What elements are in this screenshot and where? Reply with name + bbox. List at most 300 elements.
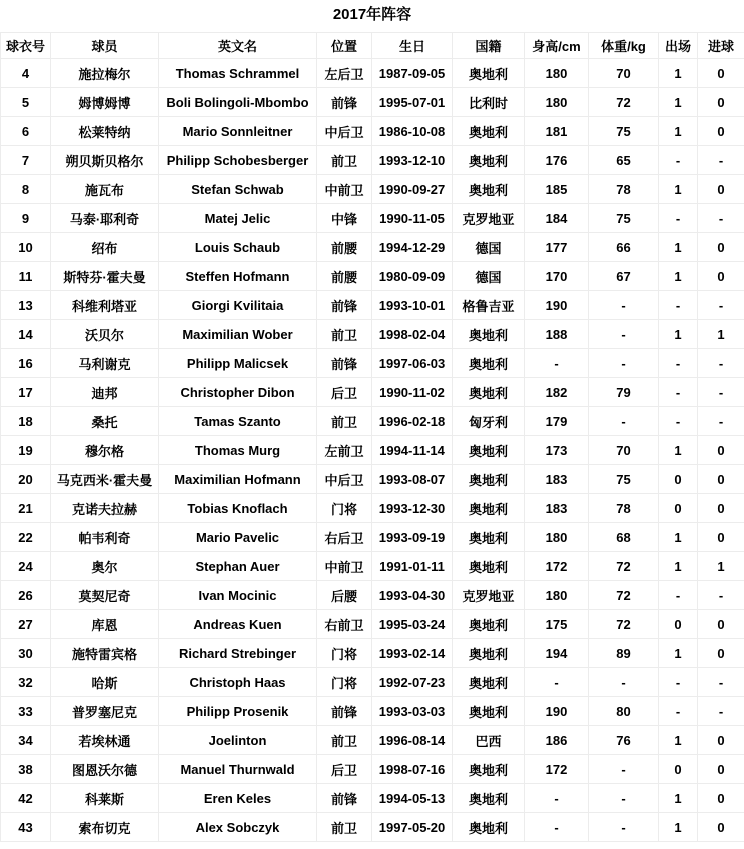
cell-player-name: 科维利塔亚 — [51, 291, 159, 320]
table-row — [1, 726, 744, 755]
cell-position: 前卫 — [317, 320, 372, 349]
cell-english-name: Thomas Murg — [159, 436, 317, 465]
cell-birthday: 1995-07-01 — [372, 88, 453, 117]
cell-appearances: 1 — [659, 233, 698, 262]
cell-height: 186 — [525, 726, 589, 755]
cell-jersey-number: 6 — [1, 117, 51, 146]
cell-birthday: 1997-05-20 — [372, 813, 453, 842]
cell-goals: - — [698, 668, 744, 697]
cell-appearances: 1 — [659, 262, 698, 291]
cell-player-name: 图恩沃尔德 — [51, 755, 159, 784]
page-title: 2017年阵容 — [332, 6, 412, 23]
cell-nationality: 奥地利 — [453, 494, 525, 523]
table-row — [1, 146, 744, 175]
cell-appearances: 1 — [659, 639, 698, 668]
cell-english-name: Christopher Dibon — [159, 378, 317, 407]
cell-player-name: 科莱斯 — [51, 784, 159, 813]
cell-jersey-number: 22 — [1, 523, 51, 552]
cell-birthday: 1993-09-19 — [372, 523, 453, 552]
cell-jersey-number: 4 — [1, 59, 51, 88]
cell-appearances: - — [659, 378, 698, 407]
cell-nationality: 奥地利 — [453, 436, 525, 465]
cell-jersey-number: 27 — [1, 610, 51, 639]
cell-weight: 75 — [589, 117, 659, 146]
cell-birthday: 1996-08-14 — [372, 726, 453, 755]
roster-table-body — [1, 59, 744, 842]
cell-goals: - — [698, 349, 744, 378]
cell-birthday: 1998-07-16 — [372, 755, 453, 784]
cell-goals: 0 — [698, 784, 744, 813]
cell-english-name: Mario Sonnleitner — [159, 117, 317, 146]
cell-goals: - — [698, 581, 744, 610]
table-row — [1, 117, 744, 146]
cell-weight: 65 — [589, 146, 659, 175]
cell-birthday: 1994-11-14 — [372, 436, 453, 465]
cell-goals: - — [698, 697, 744, 726]
cell-player-name: 朔贝斯贝格尔 — [51, 146, 159, 175]
column-header-player-name: 球员 — [51, 33, 159, 59]
cell-weight: 70 — [589, 436, 659, 465]
cell-appearances: - — [659, 697, 698, 726]
cell-weight: 80 — [589, 697, 659, 726]
cell-goals: 0 — [698, 610, 744, 639]
table-row — [1, 581, 744, 610]
cell-jersey-number: 13 — [1, 291, 51, 320]
cell-goals: 0 — [698, 117, 744, 146]
cell-player-name: 松莱特纳 — [51, 117, 159, 146]
cell-position: 门将 — [317, 494, 372, 523]
cell-height: 179 — [525, 407, 589, 436]
cell-position: 后卫 — [317, 378, 372, 407]
cell-height: 182 — [525, 378, 589, 407]
cell-weight: 72 — [589, 552, 659, 581]
cell-nationality: 奥地利 — [453, 610, 525, 639]
cell-goals: - — [698, 204, 744, 233]
cell-height: 183 — [525, 465, 589, 494]
cell-position: 前卫 — [317, 146, 372, 175]
cell-height: 190 — [525, 291, 589, 320]
cell-position: 门将 — [317, 668, 372, 697]
cell-player-name: 奥尔 — [51, 552, 159, 581]
table-row — [1, 320, 744, 349]
cell-weight: 72 — [589, 610, 659, 639]
cell-english-name: Thomas Schrammel — [159, 59, 317, 88]
cell-player-name: 施瓦布 — [51, 175, 159, 204]
cell-jersey-number: 33 — [1, 697, 51, 726]
cell-nationality: 奥地利 — [453, 59, 525, 88]
cell-goals: 0 — [698, 59, 744, 88]
cell-position: 右后卫 — [317, 523, 372, 552]
column-header-weight: 体重/kg — [589, 33, 659, 59]
cell-english-name: Tobias Knoflach — [159, 494, 317, 523]
cell-appearances: - — [659, 668, 698, 697]
cell-birthday: 1987-09-05 — [372, 59, 453, 88]
cell-weight: 72 — [589, 581, 659, 610]
cell-player-name: 若埃林通 — [51, 726, 159, 755]
cell-player-name: 施拉梅尔 — [51, 59, 159, 88]
cell-goals: 0 — [698, 175, 744, 204]
table-row — [1, 59, 744, 88]
cell-height: 176 — [525, 146, 589, 175]
cell-weight: 68 — [589, 523, 659, 552]
cell-player-name: 克诺夫拉赫 — [51, 494, 159, 523]
roster-table — [0, 32, 744, 842]
cell-jersey-number: 38 — [1, 755, 51, 784]
cell-birthday: 1993-08-07 — [372, 465, 453, 494]
cell-birthday: 1990-09-27 — [372, 175, 453, 204]
cell-goals: - — [698, 378, 744, 407]
cell-birthday: 1994-12-29 — [372, 233, 453, 262]
cell-height: 180 — [525, 523, 589, 552]
cell-appearances: 0 — [659, 465, 698, 494]
cell-goals: 1 — [698, 552, 744, 581]
cell-birthday: 1986-10-08 — [372, 117, 453, 146]
cell-position: 门将 — [317, 639, 372, 668]
cell-birthday: 1993-03-03 — [372, 697, 453, 726]
cell-appearances: 1 — [659, 726, 698, 755]
cell-weight: 79 — [589, 378, 659, 407]
cell-appearances: 0 — [659, 494, 698, 523]
table-row — [1, 494, 744, 523]
cell-weight: - — [589, 349, 659, 378]
cell-height: - — [525, 784, 589, 813]
cell-appearances: 1 — [659, 59, 698, 88]
cell-player-name: 马克西米·霍夫曼 — [51, 465, 159, 494]
cell-weight: 67 — [589, 262, 659, 291]
cell-appearances: 1 — [659, 784, 698, 813]
cell-player-name: 绍布 — [51, 233, 159, 262]
cell-position: 前锋 — [317, 88, 372, 117]
cell-english-name: Boli Bolingoli-Mbombo — [159, 88, 317, 117]
cell-nationality: 奥地利 — [453, 552, 525, 581]
cell-height: 173 — [525, 436, 589, 465]
cell-player-name: 桑托 — [51, 407, 159, 436]
cell-position: 中后卫 — [317, 465, 372, 494]
cell-english-name: Steffen Hofmann — [159, 262, 317, 291]
cell-height: 177 — [525, 233, 589, 262]
table-row — [1, 610, 744, 639]
cell-jersey-number: 43 — [1, 813, 51, 842]
cell-weight: 72 — [589, 88, 659, 117]
cell-height: 188 — [525, 320, 589, 349]
cell-nationality: 奥地利 — [453, 465, 525, 494]
cell-nationality: 奥地利 — [453, 378, 525, 407]
cell-position: 前卫 — [317, 407, 372, 436]
cell-weight: - — [589, 407, 659, 436]
cell-english-name: Mario Pavelic — [159, 523, 317, 552]
cell-english-name: Manuel Thurnwald — [159, 755, 317, 784]
cell-weight: 76 — [589, 726, 659, 755]
cell-appearances: 1 — [659, 88, 698, 117]
cell-english-name: Philipp Prosenik — [159, 697, 317, 726]
cell-appearances: - — [659, 349, 698, 378]
cell-weight: - — [589, 813, 659, 842]
cell-goals: 0 — [698, 88, 744, 117]
cell-appearances: 1 — [659, 175, 698, 204]
cell-weight: 75 — [589, 204, 659, 233]
cell-jersey-number: 26 — [1, 581, 51, 610]
table-row — [1, 784, 744, 813]
cell-weight: - — [589, 291, 659, 320]
cell-jersey-number: 11 — [1, 262, 51, 291]
cell-nationality: 奥地利 — [453, 523, 525, 552]
cell-player-name: 沃贝尔 — [51, 320, 159, 349]
cell-jersey-number: 24 — [1, 552, 51, 581]
cell-jersey-number: 8 — [1, 175, 51, 204]
cell-goals: 0 — [698, 813, 744, 842]
cell-position: 前卫 — [317, 726, 372, 755]
cell-position: 左后卫 — [317, 59, 372, 88]
cell-weight: 78 — [589, 175, 659, 204]
cell-goals: 0 — [698, 233, 744, 262]
table-row — [1, 262, 744, 291]
cell-nationality: 匈牙利 — [453, 407, 525, 436]
cell-position: 前锋 — [317, 697, 372, 726]
cell-height: 184 — [525, 204, 589, 233]
cell-position: 后腰 — [317, 581, 372, 610]
cell-nationality: 奥地利 — [453, 668, 525, 697]
cell-weight: - — [589, 320, 659, 349]
cell-height: 180 — [525, 59, 589, 88]
cell-height: 172 — [525, 755, 589, 784]
cell-appearances: - — [659, 581, 698, 610]
cell-english-name: Christoph Haas — [159, 668, 317, 697]
cell-weight: - — [589, 755, 659, 784]
cell-nationality: 奥地利 — [453, 784, 525, 813]
table-row — [1, 639, 744, 668]
cell-english-name: Philipp Schobesberger — [159, 146, 317, 175]
cell-height: 175 — [525, 610, 589, 639]
cell-appearances: - — [659, 291, 698, 320]
table-row — [1, 668, 744, 697]
cell-appearances: - — [659, 204, 698, 233]
cell-height: - — [525, 349, 589, 378]
cell-weight: 75 — [589, 465, 659, 494]
cell-position: 前锋 — [317, 784, 372, 813]
cell-jersey-number: 34 — [1, 726, 51, 755]
column-header-goals: 进球 — [698, 33, 744, 59]
cell-position: 前卫 — [317, 813, 372, 842]
cell-goals: 0 — [698, 523, 744, 552]
cell-english-name: Joelinton — [159, 726, 317, 755]
cell-birthday: 1990-11-05 — [372, 204, 453, 233]
cell-height: 181 — [525, 117, 589, 146]
column-header-nationality: 国籍 — [453, 33, 525, 59]
cell-player-name: 哈斯 — [51, 668, 159, 697]
cell-jersey-number: 17 — [1, 378, 51, 407]
cell-position: 前腰 — [317, 233, 372, 262]
cell-position: 中后卫 — [317, 117, 372, 146]
column-header-english-name: 英文名 — [159, 33, 317, 59]
cell-nationality: 格鲁吉亚 — [453, 291, 525, 320]
cell-position: 前锋 — [317, 349, 372, 378]
cell-position: 中前卫 — [317, 552, 372, 581]
cell-player-name: 索布切克 — [51, 813, 159, 842]
cell-height: - — [525, 668, 589, 697]
cell-english-name: Alex Sobczyk — [159, 813, 317, 842]
cell-birthday: 1995-03-24 — [372, 610, 453, 639]
cell-english-name: Stephan Auer — [159, 552, 317, 581]
cell-height: - — [525, 813, 589, 842]
cell-goals: 0 — [698, 465, 744, 494]
cell-appearances: 0 — [659, 610, 698, 639]
cell-position: 后卫 — [317, 755, 372, 784]
cell-appearances: 1 — [659, 523, 698, 552]
cell-position: 左前卫 — [317, 436, 372, 465]
cell-nationality: 德国 — [453, 233, 525, 262]
cell-height: 180 — [525, 88, 589, 117]
cell-appearances: 1 — [659, 320, 698, 349]
cell-nationality: 德国 — [453, 262, 525, 291]
cell-birthday: 1993-12-30 — [372, 494, 453, 523]
cell-nationality: 奥地利 — [453, 755, 525, 784]
cell-goals: 1 — [698, 320, 744, 349]
cell-english-name: Louis Schaub — [159, 233, 317, 262]
cell-jersey-number: 16 — [1, 349, 51, 378]
cell-position: 右前卫 — [317, 610, 372, 639]
cell-birthday: 1996-02-18 — [372, 407, 453, 436]
cell-english-name: Ivan Mocinic — [159, 581, 317, 610]
cell-jersey-number: 30 — [1, 639, 51, 668]
table-row — [1, 378, 744, 407]
table-row — [1, 552, 744, 581]
cell-jersey-number: 18 — [1, 407, 51, 436]
cell-appearances: 1 — [659, 552, 698, 581]
cell-english-name: Maximilian Hofmann — [159, 465, 317, 494]
cell-height: 172 — [525, 552, 589, 581]
cell-english-name: Maximilian Wober — [159, 320, 317, 349]
cell-english-name: Stefan Schwab — [159, 175, 317, 204]
cell-birthday: 1992-07-23 — [372, 668, 453, 697]
cell-jersey-number: 7 — [1, 146, 51, 175]
cell-birthday: 1990-11-02 — [372, 378, 453, 407]
cell-position: 前锋 — [317, 291, 372, 320]
cell-height: 185 — [525, 175, 589, 204]
cell-height: 170 — [525, 262, 589, 291]
cell-weight: 70 — [589, 59, 659, 88]
cell-height: 180 — [525, 581, 589, 610]
cell-player-name: 施特雷宾格 — [51, 639, 159, 668]
table-row — [1, 233, 744, 262]
column-header-position: 位置 — [317, 33, 372, 59]
cell-nationality: 奥地利 — [453, 349, 525, 378]
table-row — [1, 523, 744, 552]
cell-player-name: 普罗塞尼克 — [51, 697, 159, 726]
cell-english-name: Andreas Kuen — [159, 610, 317, 639]
cell-english-name: Tamas Szanto — [159, 407, 317, 436]
cell-appearances: - — [659, 407, 698, 436]
cell-nationality: 巴西 — [453, 726, 525, 755]
cell-goals: 0 — [698, 436, 744, 465]
cell-player-name: 库恩 — [51, 610, 159, 639]
cell-english-name: Matej Jelic — [159, 204, 317, 233]
cell-jersey-number: 19 — [1, 436, 51, 465]
cell-jersey-number: 42 — [1, 784, 51, 813]
cell-player-name: 迪邦 — [51, 378, 159, 407]
cell-player-name: 马利谢克 — [51, 349, 159, 378]
cell-jersey-number: 14 — [1, 320, 51, 349]
table-row — [1, 407, 744, 436]
cell-english-name: Eren Keles — [159, 784, 317, 813]
cell-birthday: 1997-06-03 — [372, 349, 453, 378]
cell-position: 前腰 — [317, 262, 372, 291]
cell-goals: 0 — [698, 494, 744, 523]
cell-jersey-number: 5 — [1, 88, 51, 117]
table-row — [1, 813, 744, 842]
cell-goals: - — [698, 407, 744, 436]
cell-birthday: 1980-09-09 — [372, 262, 453, 291]
cell-appearances: 1 — [659, 117, 698, 146]
roster-table-header — [1, 33, 744, 59]
cell-goals: 0 — [698, 639, 744, 668]
cell-nationality: 奥地利 — [453, 697, 525, 726]
cell-birthday: 1998-02-04 — [372, 320, 453, 349]
cell-english-name: Richard Strebinger — [159, 639, 317, 668]
cell-goals: - — [698, 291, 744, 320]
cell-weight: - — [589, 668, 659, 697]
cell-english-name: Giorgi Kvilitaia — [159, 291, 317, 320]
column-header-height: 身高/cm — [525, 33, 589, 59]
cell-birthday: 1993-10-01 — [372, 291, 453, 320]
cell-nationality: 奥地利 — [453, 117, 525, 146]
table-row — [1, 88, 744, 117]
table-row — [1, 204, 744, 233]
cell-player-name: 马泰·耶利奇 — [51, 204, 159, 233]
cell-jersey-number: 9 — [1, 204, 51, 233]
cell-player-name: 斯特芬·霍夫曼 — [51, 262, 159, 291]
cell-english-name: Philipp Malicsek — [159, 349, 317, 378]
cell-nationality: 奥地利 — [453, 320, 525, 349]
cell-player-name: 姆博姆博 — [51, 88, 159, 117]
cell-player-name: 莫契尼奇 — [51, 581, 159, 610]
cell-birthday: 1993-12-10 — [372, 146, 453, 175]
cell-height: 190 — [525, 697, 589, 726]
cell-nationality: 克罗地亚 — [453, 204, 525, 233]
cell-weight: - — [589, 784, 659, 813]
cell-goals: - — [698, 146, 744, 175]
cell-jersey-number: 21 — [1, 494, 51, 523]
table-row — [1, 465, 744, 494]
cell-birthday: 1993-02-14 — [372, 639, 453, 668]
cell-position: 中前卫 — [317, 175, 372, 204]
cell-position: 中锋 — [317, 204, 372, 233]
cell-player-name: 帕韦利奇 — [51, 523, 159, 552]
table-row — [1, 291, 744, 320]
cell-height: 183 — [525, 494, 589, 523]
cell-appearances: 1 — [659, 436, 698, 465]
cell-player-name: 穆尔格 — [51, 436, 159, 465]
column-header-appearances: 出场 — [659, 33, 698, 59]
column-header-birthday: 生日 — [372, 33, 453, 59]
cell-nationality: 克罗地亚 — [453, 581, 525, 610]
cell-nationality: 奥地利 — [453, 813, 525, 842]
table-row — [1, 436, 744, 465]
cell-jersey-number: 20 — [1, 465, 51, 494]
cell-goals: 0 — [698, 755, 744, 784]
cell-appearances: - — [659, 146, 698, 175]
table-row — [1, 175, 744, 204]
cell-appearances: 0 — [659, 755, 698, 784]
column-header-jersey-number: 球衣号 — [1, 33, 51, 59]
header-row — [1, 33, 744, 59]
cell-jersey-number: 10 — [1, 233, 51, 262]
cell-birthday: 1991-01-11 — [372, 552, 453, 581]
cell-weight: 66 — [589, 233, 659, 262]
table-row — [1, 755, 744, 784]
cell-goals: 0 — [698, 262, 744, 291]
table-row — [1, 349, 744, 378]
cell-appearances: 1 — [659, 813, 698, 842]
